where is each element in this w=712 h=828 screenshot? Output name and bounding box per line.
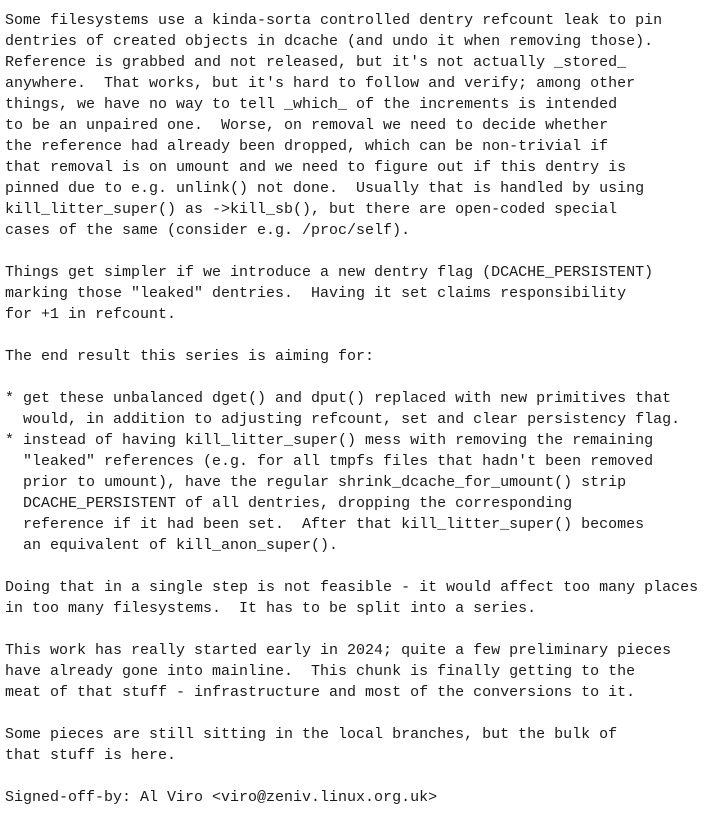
text-line: that removal is on umount and we need to figure out if this dentry is	[5, 159, 627, 176]
blank-line	[5, 325, 712, 346]
text-line: reference if it had been set. After that kill_litter_super() becomes	[5, 516, 645, 533]
text-line: Some filesystems use a kinda-sorta controlled dentry refcount leak to pin	[5, 12, 663, 29]
blank-line	[5, 556, 712, 577]
blank-line	[5, 766, 712, 787]
text-line: * get these unbalanced dget() and dput() replaced with new primitives that	[5, 390, 672, 407]
text-line: for +1 in refcount.	[5, 306, 177, 323]
text-line: that stuff is here.	[5, 747, 177, 764]
text-line: Reference is grabbed and not released, but it's not actually _stored_	[5, 54, 627, 71]
blank-line	[5, 367, 712, 388]
text-line: anywhere. That works, but it's hard to follow and verify; among other	[5, 75, 636, 92]
text-line: to be an unpaired one. Worse, on removal we need to decide whether	[5, 117, 609, 134]
text-line: "leaked" references (e.g. for all tmpfs files that hadn't been removed	[5, 453, 654, 470]
text-line: Signed-off-by: Al Viro <viro@zeniv.linux.org.uk>	[5, 789, 438, 806]
text-line: the reference had already been dropped, which can be non-trivial if	[5, 138, 609, 155]
text-line: kill_litter_super() as ->kill_sb(), but there are open-coded special	[5, 201, 618, 218]
text-line: meat of that stuff - infrastructure and most of the conversions to it.	[5, 684, 636, 701]
text-line: DCACHE_PERSISTENT of all dentries, dropping the corresponding	[5, 495, 573, 512]
blank-line	[5, 703, 712, 724]
text-line: have already gone into mainline. This chunk is finally getting to the	[5, 663, 636, 680]
blank-line	[5, 241, 712, 262]
text-line: things, we have no way to tell _which_ of the increments is intended	[5, 96, 618, 113]
text-line: in too many filesystems. It has to be split into a series.	[5, 600, 537, 617]
text-line: Doing that in a single step is not feasible - it would affect too many places	[5, 579, 699, 596]
blank-line	[5, 619, 712, 640]
text-line: marking those "leaked" dentries. Having it set claims responsibility	[5, 285, 627, 302]
text-line: * instead of having kill_litter_super() mess with removing the remaining	[5, 432, 654, 449]
text-line: an equivalent of kill_anon_super().	[5, 537, 339, 554]
text-line: Some pieces are still sitting in the local branches, but the bulk of	[5, 726, 618, 743]
text-line: The end result this series is aiming for:	[5, 348, 375, 365]
text-line: pinned due to e.g. unlink() not done. Usually that is handled by using	[5, 180, 645, 197]
text-line: dentries of created objects in dcache (and undo it when removing those).	[5, 33, 654, 50]
text-line: prior to umount), have the regular shrink_dcache_for_umount() strip	[5, 474, 627, 491]
text-line: Things get simpler if we introduce a new dentry flag (DCACHE_PERSISTENT)	[5, 264, 654, 281]
text-line: This work has really started early in 2024; quite a few preliminary pieces	[5, 642, 672, 659]
text-line: cases of the same (consider e.g. /proc/self).	[5, 222, 411, 239]
text-line: would, in addition to adjusting refcount, set and clear persistency flag.	[5, 411, 681, 428]
